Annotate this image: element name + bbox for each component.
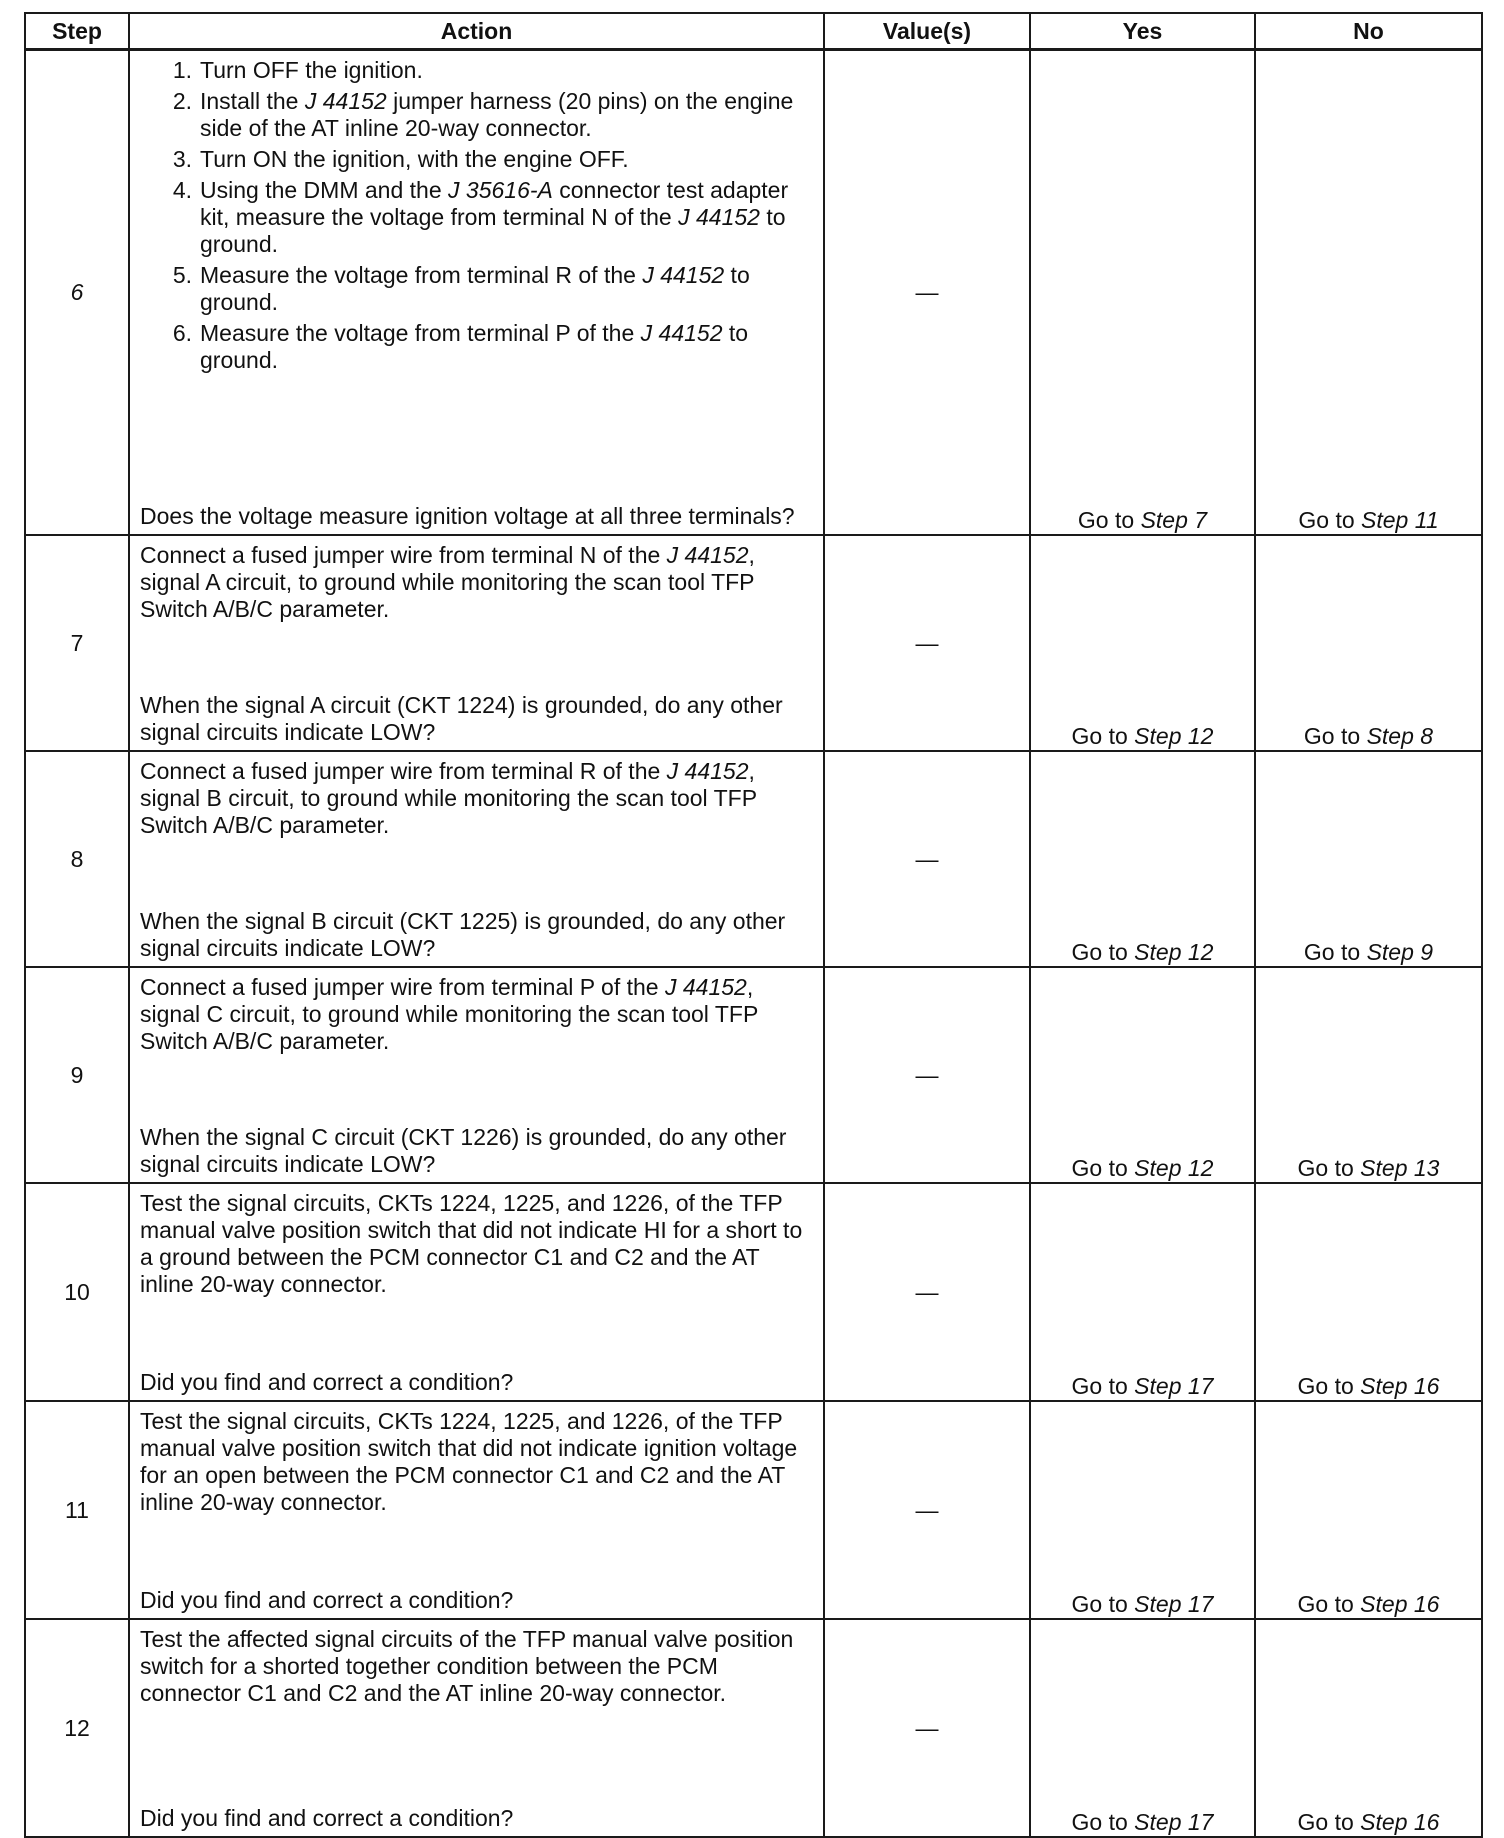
no-cell <box>1255 1183 1482 1401</box>
list-item-text <box>200 320 813 374</box>
goto-prefix: Go to <box>1071 1809 1135 1835</box>
list-item <box>140 262 813 316</box>
action-instruction: Test the affected signal circuits of the TFP manual valve position switch for a shorted together condition between the PCM connector C1 and C2 and the AT inline 20-way connector. <box>140 1626 794 1706</box>
header-row <box>25 13 1482 50</box>
header-action: Action <box>129 13 824 50</box>
diagnostic-table <box>24 12 1483 1838</box>
action-instruction <box>140 542 813 623</box>
value-cell: — <box>824 1183 1030 1401</box>
yes-cell <box>1030 535 1255 751</box>
diagnostic-table-sheet <box>24 12 1481 1838</box>
list-item-text: Turn ON the ignition, with the engine OFF. <box>200 146 629 172</box>
goto-step-link[interactable]: Step 17 <box>1134 1373 1214 1399</box>
yes-cell <box>1030 1619 1255 1837</box>
text-segment: , signal C circuit, to ground while monitoring the scan tool TFP Switch A/B/C parameter. <box>140 974 758 1054</box>
goto-prefix: Go to <box>1071 723 1135 749</box>
no-cell <box>1255 1401 1482 1619</box>
text-segment: to ground. <box>200 262 750 315</box>
yes-cell <box>1030 967 1255 1183</box>
goto-step-link[interactable]: Step 12 <box>1134 723 1214 749</box>
list-item-number: 2. <box>172 88 192 114</box>
header-no: No <box>1255 13 1482 50</box>
yes-cell <box>1030 1183 1255 1401</box>
action-question: Did you find and correct a condition? <box>140 1805 514 1831</box>
action-cell <box>129 50 824 536</box>
text-segment: jumper harness (20 pins) on the engine side of the AT inline 20-way connector. <box>200 88 794 141</box>
text-segment: to ground. <box>200 320 749 373</box>
text-segment: Connect a fused jumper wire from terminal N of the <box>140 542 667 568</box>
goto-prefix: Go to <box>1303 939 1367 965</box>
table-row-step-11 <box>25 1401 1482 1619</box>
list-item-text <box>200 262 813 316</box>
action-instruction: Test the signal circuits, CKTs 1224, 1225, and 1226, of the TFP manual valve position switch that did not indicate ignition voltage for an open between the PCM connector C1 and C2 and the AT inline 20-way connector. <box>140 1408 798 1515</box>
tool-reference: J 44152 <box>642 262 725 288</box>
tool-reference: J 44152 <box>640 320 723 346</box>
tool-reference: J 44152 <box>666 758 749 784</box>
no-cell <box>1255 1619 1482 1837</box>
text-segment: Measure the voltage from terminal P of the <box>200 320 641 346</box>
step-number <box>25 50 129 536</box>
text-segment: to ground. <box>200 204 786 257</box>
action-cell <box>129 1183 824 1401</box>
goto-prefix: Go to <box>1077 507 1141 533</box>
list-item <box>140 57 813 84</box>
action-cell <box>129 1619 824 1837</box>
tool-reference: J 44152 <box>666 542 749 568</box>
goto-prefix: Go to <box>1071 1373 1135 1399</box>
value-cell: — <box>824 535 1030 751</box>
action-question: Did you find and correct a condition? <box>140 1369 514 1395</box>
goto-prefix: Go to <box>1297 1373 1361 1399</box>
goto-prefix: Go to <box>1071 939 1135 965</box>
list-item <box>140 320 813 374</box>
table-row-step-9 <box>25 967 1482 1183</box>
tool-reference: J 35616-A <box>448 177 553 203</box>
yes-cell <box>1030 751 1255 967</box>
table-row-step-8 <box>25 751 1482 967</box>
action-question: When the signal A circuit (CKT 1224) is grounded, do any other signal circuits indicate LOW? <box>140 692 783 745</box>
no-cell <box>1255 967 1482 1183</box>
table-row-step-7 <box>25 535 1482 751</box>
step-number: 12 <box>25 1619 129 1837</box>
no-cell <box>1255 50 1482 536</box>
text-segment: Connect a fused jumper wire from terminal R of the <box>140 758 667 784</box>
tool-reference: J 44152 <box>304 88 387 114</box>
tool-reference: J 44152 <box>664 974 747 1000</box>
list-item-text <box>200 88 813 142</box>
list-item-number: 1. <box>172 57 192 83</box>
goto-step-link[interactable]: Step 17 <box>1134 1591 1214 1617</box>
goto-step-link[interactable]: Step 13 <box>1360 1155 1440 1181</box>
text-segment: Install the <box>200 88 305 114</box>
text-segment: , signal B circuit, to ground while monitoring the scan tool TFP Switch A/B/C parameter. <box>140 758 757 838</box>
header-step: Step <box>25 13 129 50</box>
goto-step-link[interactable]: Step 16 <box>1360 1809 1440 1835</box>
step-number: 9 <box>25 967 129 1183</box>
action-cell <box>129 967 824 1183</box>
action-question: Does the voltage measure ignition voltage at all three terminals? <box>140 503 795 529</box>
no-cell <box>1255 535 1482 751</box>
value-cell: — <box>824 967 1030 1183</box>
text-segment: connector test adapter kit, measure the voltage from terminal N of the <box>200 177 789 230</box>
list-item-text: Turn OFF the ignition. <box>200 57 423 83</box>
goto-step-link[interactable]: Step 7 <box>1140 507 1208 533</box>
goto-step-link[interactable]: Step 8 <box>1366 723 1434 749</box>
value-cell: — <box>824 1619 1030 1837</box>
goto-step-link[interactable]: Step 9 <box>1366 939 1434 965</box>
yes-cell <box>1030 1401 1255 1619</box>
list-item-number: 6. <box>172 320 192 346</box>
list-item-number: 3. <box>172 146 192 172</box>
action-steps-list <box>140 57 813 374</box>
text-segment: Using the DMM and the <box>200 177 449 203</box>
text-segment: , signal A circuit, to ground while monitoring the scan tool TFP Switch A/B/C parameter. <box>140 542 755 622</box>
value-cell: — <box>824 1401 1030 1619</box>
step-number: 7 <box>25 535 129 751</box>
action-cell <box>129 535 824 751</box>
action-cell <box>129 1401 824 1619</box>
action-instruction: Test the signal circuits, CKTs 1224, 1225, and 1226, of the TFP manual valve position switch that did not indicate HI for a short to a ground between the PCM connector C1 and C2 and the AT inline 20-way connector. <box>140 1190 803 1297</box>
yes-cell <box>1030 50 1255 536</box>
list-item <box>140 177 813 258</box>
step-number: 8 <box>25 751 129 967</box>
table-row-step-12 <box>25 1619 1482 1837</box>
table-row-step-10 <box>25 1183 1482 1401</box>
tool-reference: J 44152 <box>678 204 760 230</box>
action-question: Did you find and correct a condition? <box>140 1587 514 1613</box>
list-item-number: 5. <box>172 262 192 288</box>
step-number: 11 <box>25 1401 129 1619</box>
goto-prefix: Go to <box>1297 1591 1361 1617</box>
list-item <box>140 88 813 142</box>
goto-step-link[interactable]: Step 12 <box>1134 939 1214 965</box>
list-item-text <box>200 177 813 258</box>
goto-step-link[interactable]: Step 11 <box>1361 507 1439 533</box>
goto-prefix: Go to <box>1071 1155 1135 1181</box>
value-cell: — <box>824 751 1030 967</box>
goto-prefix: Go to <box>1303 723 1367 749</box>
action-cell <box>129 751 824 967</box>
text-segment: Connect a fused jumper wire from terminal P of the <box>140 974 665 1000</box>
list-item-number: 4. <box>172 177 192 203</box>
header-values: Value(s) <box>824 13 1030 50</box>
action-instruction <box>140 758 813 839</box>
header-yes: Yes <box>1030 13 1255 50</box>
action-question: When the signal C circuit (CKT 1226) is grounded, do any other signal circuits indicate LOW? <box>140 1124 787 1177</box>
step-number: 10 <box>25 1183 129 1401</box>
step-number-text: 6 <box>70 279 84 305</box>
no-cell <box>1255 751 1482 967</box>
goto-step-link[interactable]: Step 16 <box>1360 1373 1440 1399</box>
text-segment: Measure the voltage from terminal R of the <box>200 262 643 288</box>
action-instruction <box>140 974 813 1055</box>
goto-step-link[interactable]: Step 16 <box>1360 1591 1440 1617</box>
goto-prefix: Go to <box>1297 1809 1361 1835</box>
goto-prefix: Go to <box>1298 507 1362 533</box>
action-question: When the signal B circuit (CKT 1225) is grounded, do any other signal circuits indicate LOW? <box>140 908 786 961</box>
value-cell: — <box>824 50 1030 536</box>
goto-step-link[interactable]: Step 17 <box>1134 1809 1214 1835</box>
goto-prefix: Go to <box>1297 1155 1361 1181</box>
table-row-step-6 <box>25 50 1482 536</box>
goto-step-link[interactable]: Step 12 <box>1134 1155 1214 1181</box>
list-item <box>140 146 813 173</box>
goto-prefix: Go to <box>1071 1591 1135 1617</box>
